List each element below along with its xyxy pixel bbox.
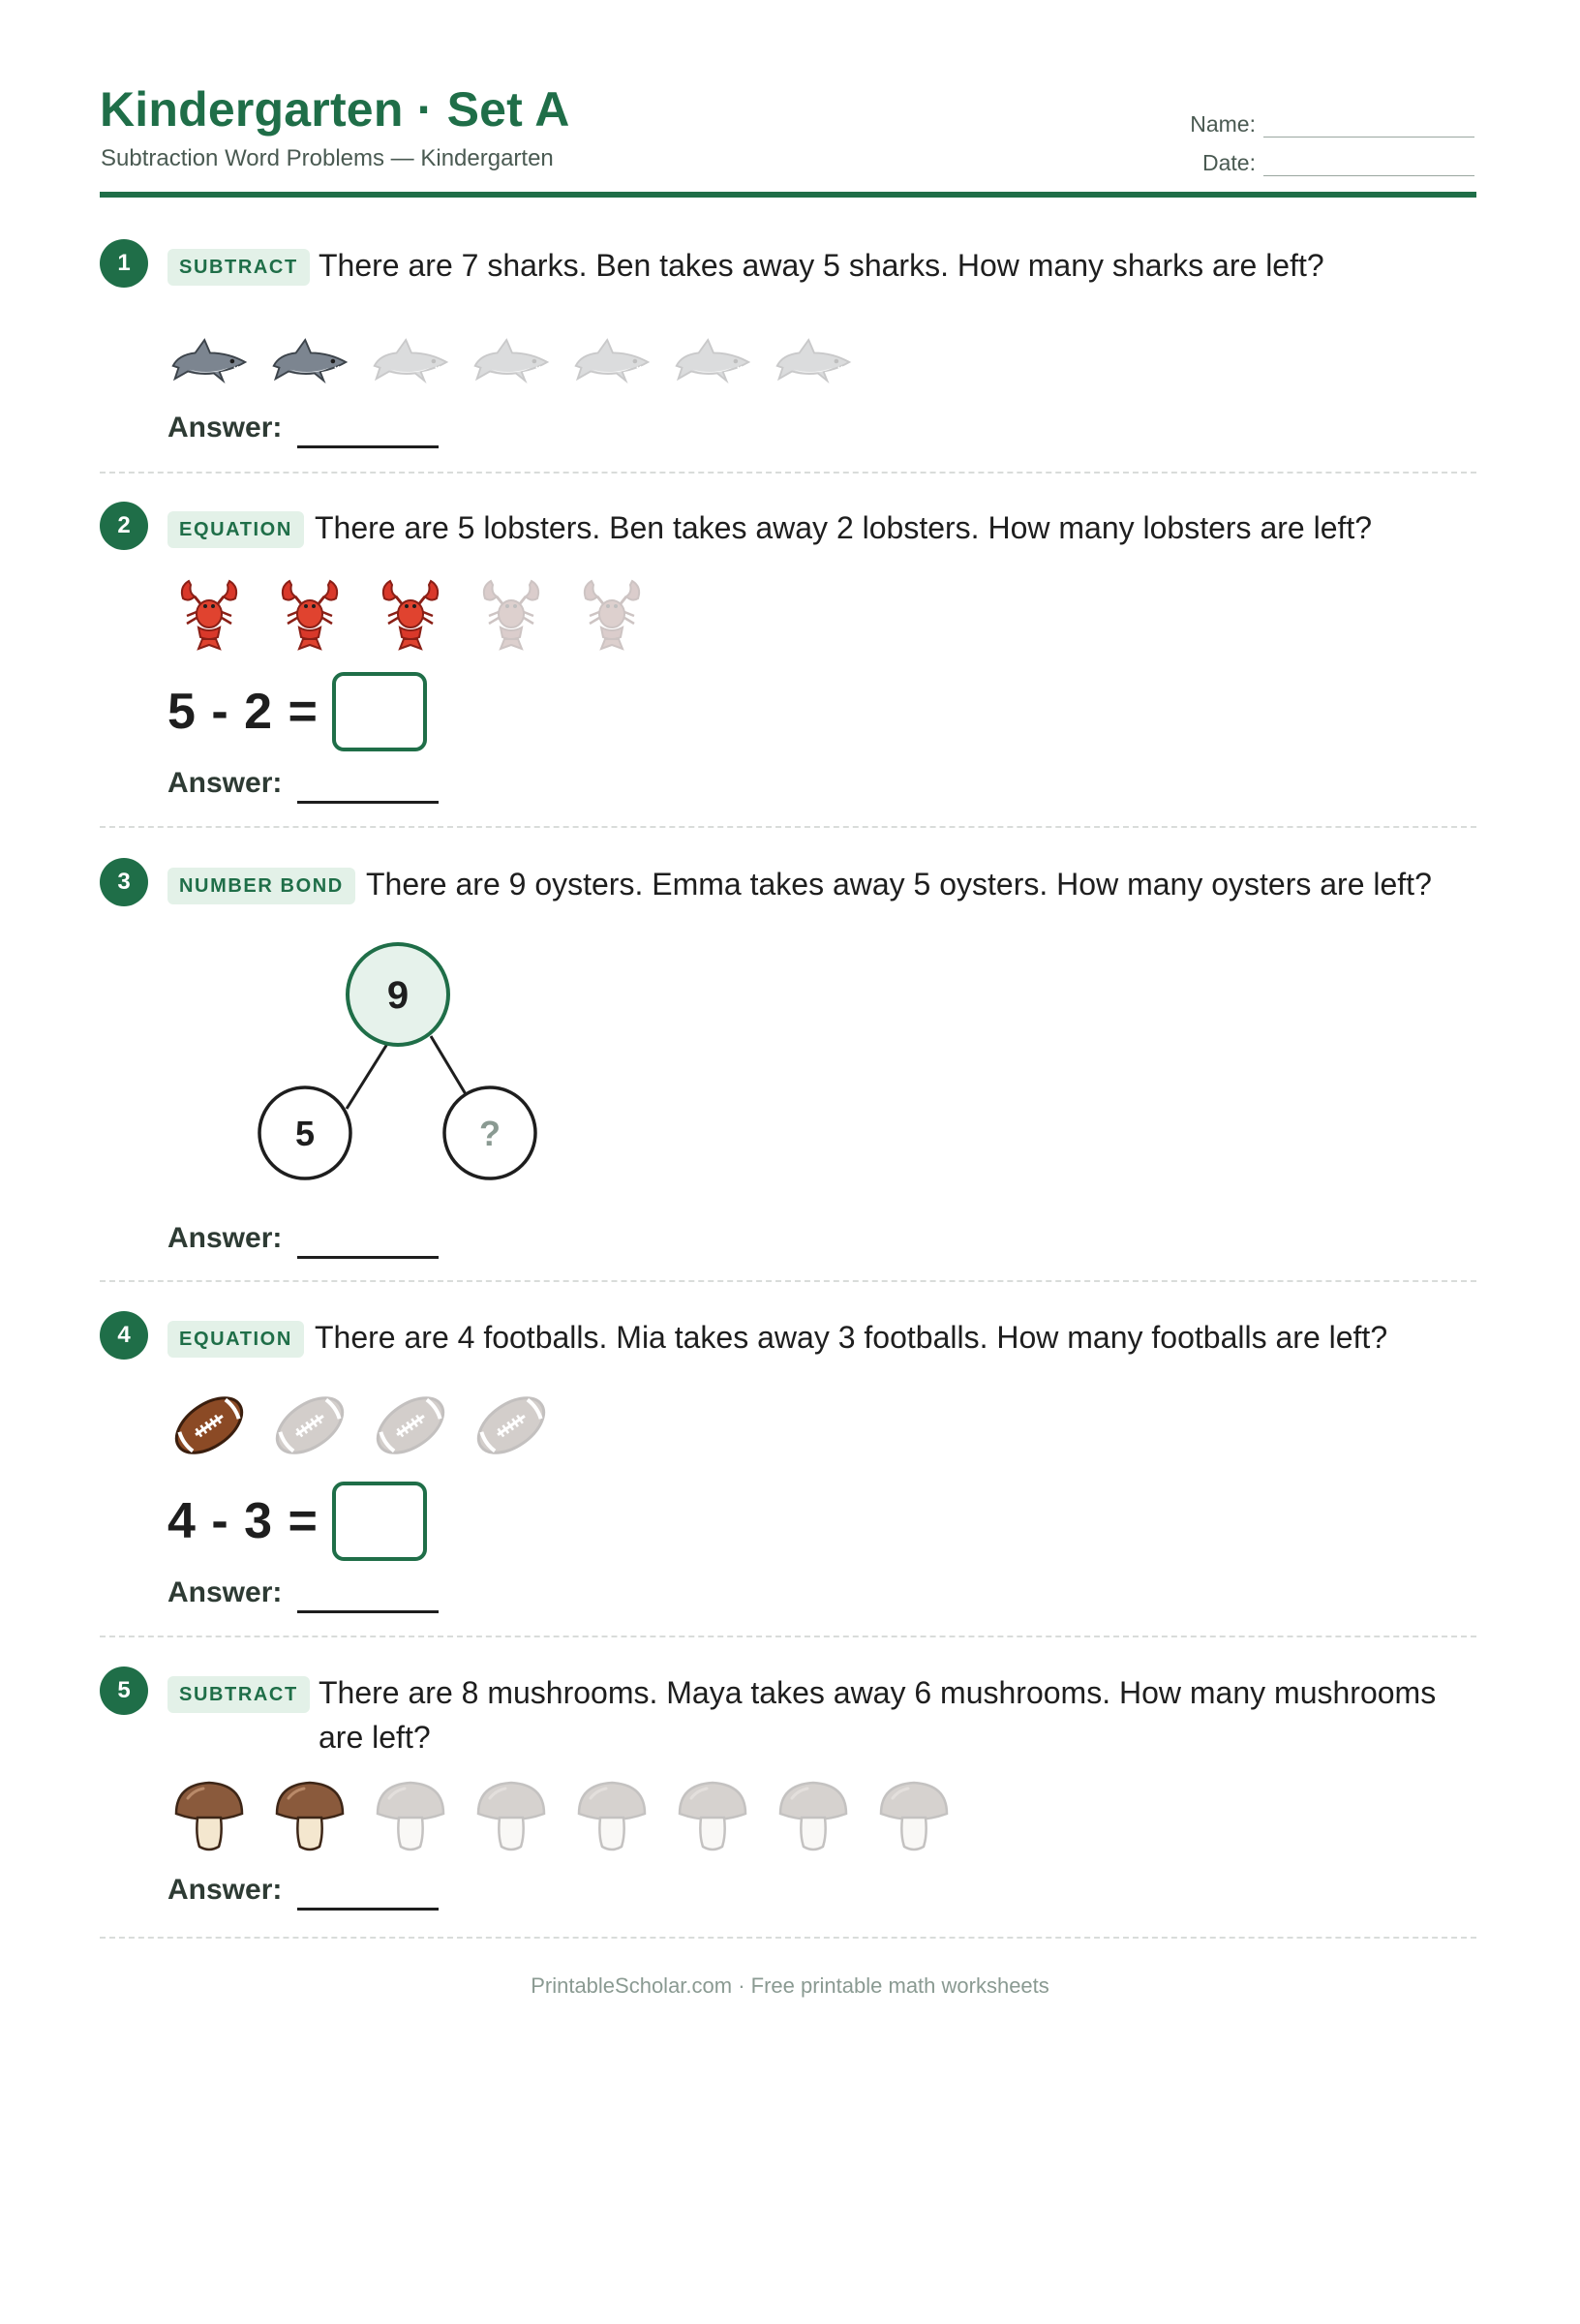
mushroom-icon — [872, 1775, 973, 1856]
lobster-icon — [167, 573, 268, 655]
shark-icon — [369, 321, 470, 402]
problem-divider — [100, 826, 1476, 828]
problem-tag: EQUATION — [167, 1321, 304, 1358]
problem-2 — [100, 502, 1476, 811]
icon-row — [167, 1385, 570, 1466]
answer-label: Answer: — [167, 767, 283, 799]
answer-line[interactable] — [297, 445, 439, 448]
problem-tag: SUBTRACT — [167, 249, 310, 286]
answer-line[interactable] — [297, 1256, 439, 1259]
answer-label: Answer: — [167, 1576, 283, 1608]
answer-label: Answer: — [167, 1874, 283, 1906]
mushroom-icon — [570, 1775, 671, 1856]
problem-question: There are 5 lobsters. Ben takes away 2 lobsters. How many lobsters are left? — [315, 510, 1373, 545]
answer-area — [167, 767, 439, 800]
equation-text: 4 - 3 = — [167, 1493, 319, 1549]
lobster-icon — [268, 573, 369, 655]
page-footer: PrintableScholar.com · Free printable math worksheets — [531, 1973, 1049, 1998]
problem-tag: EQUATION — [167, 511, 304, 548]
problem-tag: NUMBER BOND — [167, 868, 355, 904]
problem-4 — [100, 1311, 1476, 1621]
football-icon — [369, 1385, 470, 1466]
problem-number: 1 — [100, 239, 148, 288]
answer-label: Answer: — [167, 412, 283, 443]
problem-5 — [100, 1667, 1476, 1928]
mushroom-icon — [369, 1775, 470, 1856]
name-label: Name: — [1190, 111, 1256, 137]
worksheet-header — [100, 81, 1474, 196]
date-label: Date: — [1202, 150, 1256, 175]
date-row — [1165, 138, 1474, 176]
answer-line[interactable] — [297, 1908, 439, 1911]
shark-icon — [671, 321, 772, 402]
problem-divider — [100, 1636, 1476, 1637]
mushroom-icon — [167, 1775, 268, 1856]
equation — [167, 1482, 427, 1561]
football-icon — [470, 1385, 570, 1466]
answer-line[interactable] — [297, 801, 439, 804]
name-line[interactable] — [1263, 115, 1474, 138]
problem-number: 5 — [100, 1667, 148, 1715]
answer-line[interactable] — [297, 1610, 439, 1613]
bond-part-b-value: ? — [479, 1114, 501, 1153]
mushroom-icon — [772, 1775, 872, 1856]
problem-divider — [100, 1937, 1476, 1939]
equation — [167, 672, 427, 751]
lobster-icon — [369, 573, 470, 655]
icon-row — [167, 321, 872, 402]
equation-answer-box[interactable] — [332, 1482, 427, 1561]
page-title: Kindergarten · Set A — [100, 82, 570, 137]
answer-area — [167, 1576, 439, 1609]
problem-divider — [100, 1280, 1476, 1282]
bond-part-a-value: 5 — [294, 1114, 316, 1153]
shark-icon — [772, 321, 872, 402]
bond-connector-left — [347, 1036, 392, 1109]
equation-answer-box[interactable] — [332, 672, 427, 751]
problem-question: There are 8 mushrooms. Maya takes away 6 mushrooms. How many mushrooms are left? — [319, 1675, 1437, 1755]
problem-question: There are 4 footballs. Mia takes away 3 footballs. How many footballs are left? — [315, 1320, 1388, 1355]
number-bond-diagram — [155, 939, 562, 1191]
mushroom-icon — [268, 1775, 369, 1856]
problem-1 — [100, 239, 1476, 462]
football-icon — [268, 1385, 369, 1466]
lobster-icon — [570, 573, 671, 655]
problem-tag: SUBTRACT — [167, 1676, 310, 1713]
name-row — [1165, 99, 1474, 138]
icon-row — [167, 1775, 973, 1856]
equation-text: 5 - 2 = — [167, 684, 319, 740]
shark-icon — [470, 321, 570, 402]
shark-icon — [167, 321, 268, 402]
icon-row — [167, 573, 671, 655]
problem-number: 2 — [100, 502, 148, 550]
name-date-block — [1165, 99, 1474, 176]
mushroom-icon — [470, 1775, 570, 1856]
bond-whole-value: 9 — [386, 974, 410, 1017]
problem-number: 3 — [100, 858, 148, 906]
problem-question: There are 9 oysters. Emma takes away 5 oysters. How many oysters are left? — [366, 867, 1432, 902]
problem-number: 4 — [100, 1311, 148, 1360]
lobster-icon — [470, 573, 570, 655]
header-rule — [100, 192, 1476, 198]
answer-area — [167, 412, 439, 444]
page-subtitle: Subtraction Word Problems — Kindergarten — [101, 145, 554, 171]
answer-area — [167, 1222, 439, 1255]
mushroom-icon — [671, 1775, 772, 1856]
answer-area — [167, 1874, 439, 1907]
shark-icon — [268, 321, 369, 402]
answer-label: Answer: — [167, 1222, 283, 1254]
date-line[interactable] — [1263, 154, 1474, 176]
problem-question: There are 7 sharks. Ben takes away 5 sharks. How many sharks are left? — [319, 248, 1324, 283]
shark-icon — [570, 321, 671, 402]
problem-divider — [100, 472, 1476, 474]
football-icon — [167, 1385, 268, 1466]
